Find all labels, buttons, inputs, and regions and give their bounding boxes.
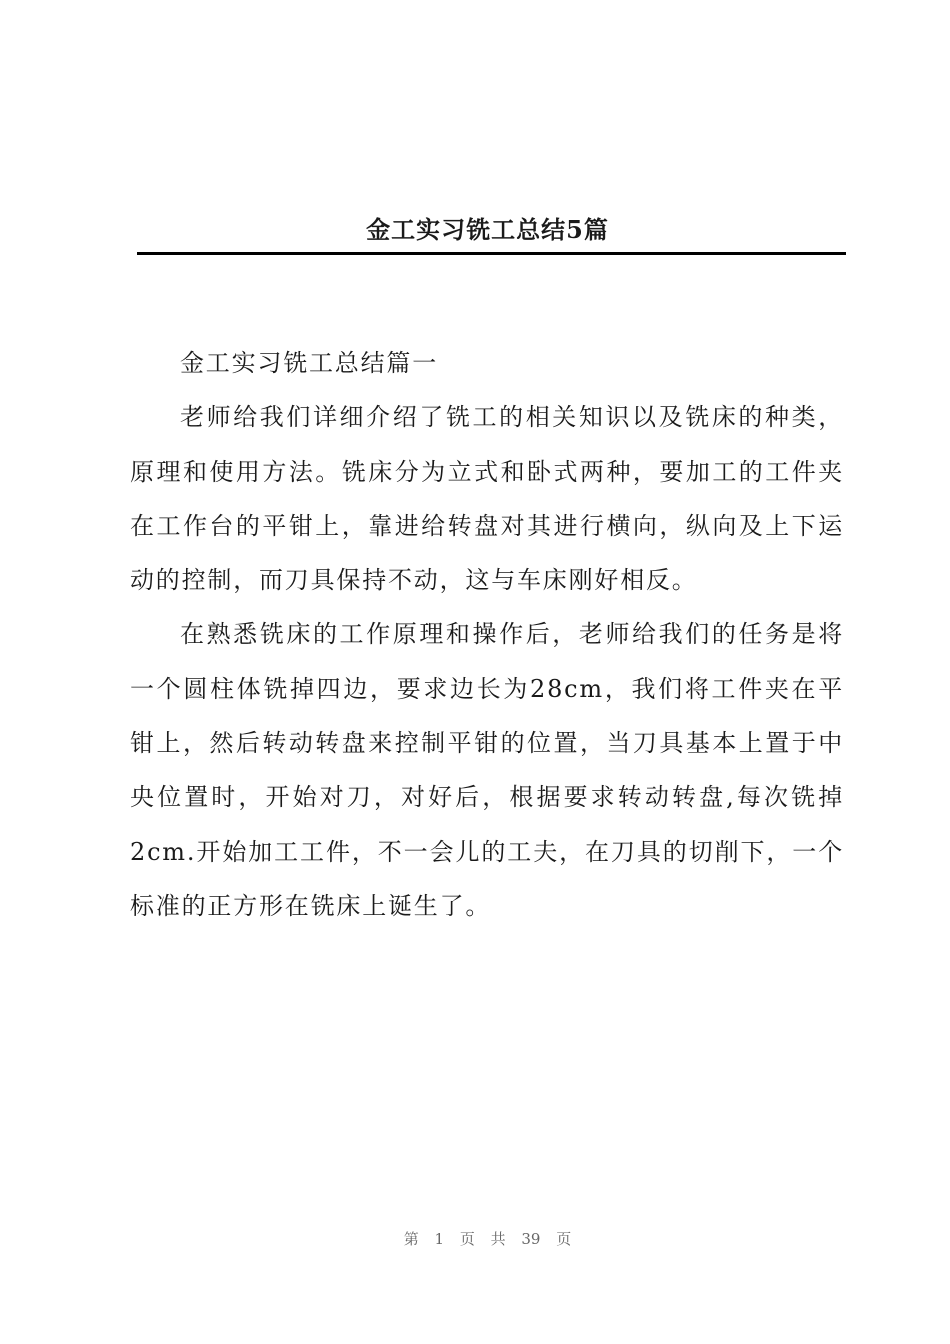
body-paragraph: 老师给我们详细介绍了铣工的相关知识以及铣床的种类，原理和使用方法。铣床分为立式和卧式两种，要加工的工件夹在工作台的平钳上，靠进给转盘对其进行横向，纵向及上下运动的控制，而刀具保持不动，这与车床刚好相反。 xyxy=(130,403,844,595)
body-paragraph: 在熟悉铣床的工作原理和操作后，老师给我们的任务是将一个圆柱体铣掉四边，要求边长为28cm，我们将工件夹在平钳上，然后转动转盘来控制平钳的位置，当刀具基本上置于中央位置时，开始对刀，对好后，根据要求转动转盘,每次铣掉2cm.开始加工工件，不一会儿的工夫，在刀具的切削下，一个标准的正方形在铣床上诞生了。 xyxy=(130,620,844,920)
document-title: 金工实习铣工总结5篇 xyxy=(366,215,609,245)
title-divider xyxy=(137,252,846,255)
page-number-footer: 第 1 页 共 39 页 xyxy=(403,1230,572,1248)
document-body xyxy=(130,336,844,933)
section-heading: 金工实习铣工总结篇一 xyxy=(180,349,438,377)
